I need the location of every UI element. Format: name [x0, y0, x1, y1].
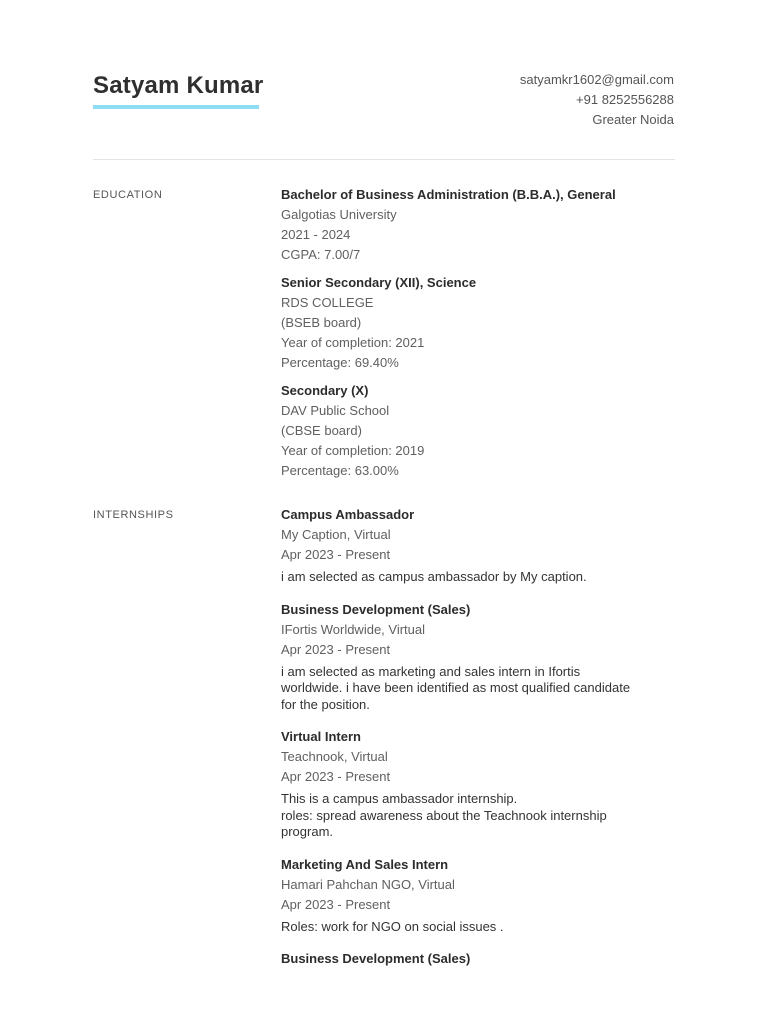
- degree-title: Bachelor of Business Administration (B.B.A.), General: [281, 187, 616, 202]
- internships-section-label: INTERNSHIPS: [93, 509, 174, 521]
- contact-phone: +91 8252556288: [576, 92, 674, 107]
- grade: CGPA: 7.00/7: [281, 247, 361, 262]
- internship-title: Virtual Intern: [281, 729, 361, 744]
- internship-description: [281, 919, 675, 936]
- description-line: i am selected as marketing and sales intern in Ifortis: [281, 663, 581, 679]
- description-line: program.: [281, 824, 334, 839]
- description-line: Roles: work for NGO on social issues .: [281, 918, 504, 934]
- contact-block: [520, 70, 674, 130]
- degree-title: Senior Secondary (XII), Science: [281, 275, 477, 290]
- name-underline-accent: [93, 105, 259, 109]
- internship-entry: [281, 505, 675, 586]
- contact-location: Greater Noida: [592, 112, 674, 127]
- education-entry: [281, 273, 675, 373]
- education-section: [281, 185, 675, 489]
- description-line: i am selected as campus ambassador by My caption.: [281, 569, 587, 584]
- internship-description: [281, 569, 675, 586]
- internship-date: Apr 2023 - Present: [281, 547, 391, 562]
- candidate-name: Satyam Kumar: [93, 72, 264, 99]
- internship-title: Marketing And Sales Intern: [281, 856, 449, 872]
- degree-title: Secondary (X): [281, 383, 369, 398]
- duration: 2021 - 2024: [281, 227, 351, 242]
- contact-email: satyamkr1602@gmail.com: [519, 72, 674, 87]
- description-line: for the position.: [281, 696, 370, 712]
- percentage: Percentage: 63.00%: [281, 463, 399, 478]
- internship-title: Business Development (Sales): [281, 601, 471, 617]
- internship-entry: [281, 600, 675, 714]
- internship-date: Apr 2023 - Present: [281, 769, 391, 784]
- education-entry: [281, 381, 675, 481]
- internship-org: My Caption, Virtual: [281, 527, 391, 542]
- completion-year: Year of completion: 2019: [281, 443, 425, 458]
- percentage: Percentage: 69.40%: [281, 355, 399, 370]
- education-entry: [281, 185, 675, 265]
- internship-org: Hamari Pahchan NGO, Virtual: [281, 876, 455, 892]
- internship-title: Business Development (Sales): [281, 951, 471, 966]
- institution: Galgotias University: [281, 207, 397, 222]
- header-divider: [93, 159, 675, 160]
- internship-title: Campus Ambassador: [281, 507, 415, 522]
- internship-org: Teachnook, Virtual: [281, 749, 388, 764]
- board: (CBSE board): [281, 423, 362, 438]
- internship-date: Apr 2023 - Present: [281, 896, 391, 912]
- internship-description: [281, 664, 675, 714]
- education-section-label: EDUCATION: [93, 189, 163, 201]
- completion-year: Year of completion: 2021: [281, 335, 425, 350]
- internship-entry: [281, 949, 675, 969]
- internship-description: [281, 791, 675, 841]
- description-line: This is a campus ambassador internship.: [281, 791, 518, 806]
- internship-entry: [281, 855, 675, 936]
- institution: DAV Public School: [281, 403, 390, 418]
- internship-date: Apr 2023 - Present: [281, 641, 391, 657]
- board: (BSEB board): [281, 315, 362, 330]
- internship-org: IFortis Worldwide, Virtual: [281, 621, 426, 637]
- institution: RDS COLLEGE: [281, 295, 374, 310]
- description-line: roles: spread awareness about the Teachnook internship: [281, 807, 607, 823]
- internships-section: [281, 505, 675, 979]
- description-line: worldwide. i have been identified as most qualified candidate: [281, 680, 631, 695]
- internship-entry: [281, 727, 675, 841]
